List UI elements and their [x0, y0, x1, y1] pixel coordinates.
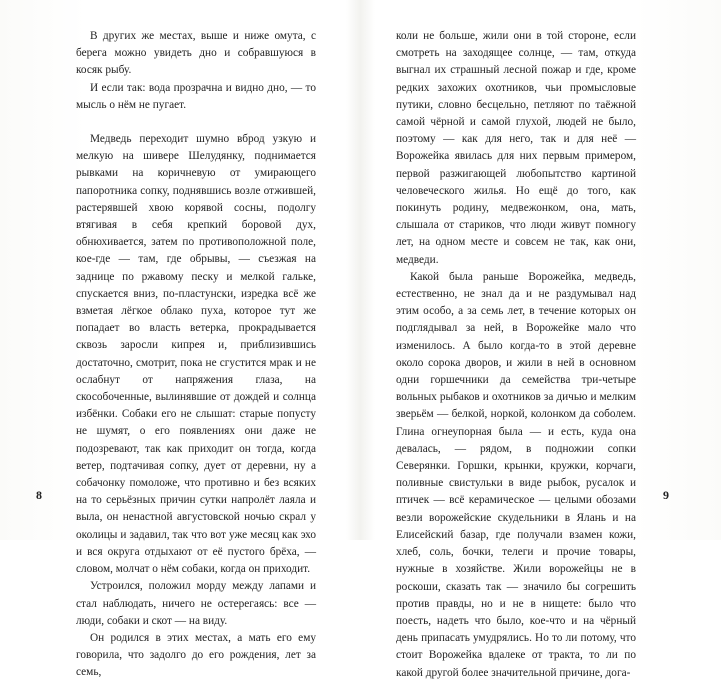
paragraph: Он родился в этих местах, а мать его ему говорила, что задолго до его рождения, лет за семь, [76, 631, 316, 679]
paragraph: Какой была раньше Ворожейка, медведь, естественно, не знал да и не раздумывал над этим особо, а за семь лет, в течение которых он подглядывал за ней, в Ворожейке мало что изменилось. А было когда-то в этой деревне около сорока дворов, и жили в ней в основном одни горшечники да семейства три-четыре вольных рыбаков и охотников за дичью и мелким зверьём — белкой, норкой, колонком да соболем. Глина огнеупорная была — и есть, куда она девалась, — рядом, в подножии сопки Северянки. Горшки, крынки, кружки, корчаги, поливные свистульки в виде рыбок, русалок и птичек — всё керамическое — целыми обозами везли ворожейские скудельники в Ялань и на Елисейский базар, где получали взамен кожи, хлеб, соль, бочки, телеги и прочие товары, нужные в хозяйстве. Жили ворожейцы не в роскоши, сказать так — значило бы согрешить против правды, но и не в нищете: было что поесть, надеть что было, кое-что и на чёрный день припасать умудрялись. Но то ли потому, что стоит Ворожейка вдалеке от тракта, то ли по какой другой более значительной причине, дога- [396, 270, 636, 679]
paragraph: В других же местах, выше и ниже омута, с берега можно увидеть дно и собравшуюся в косяк рыбу. [76, 30, 316, 77]
page-number: 8 [36, 488, 42, 502]
paragraph: И если так: вода прозрачна и видно дно, — то мысль о нём не пугает. [76, 81, 316, 111]
page-number: 9 [663, 488, 669, 502]
paragraph: Устроился, положил морду между лапами и стал наблюдать, ничего не остерегаясь: все — люди, собаки и скот — на виду. [76, 580, 316, 627]
left-page [0, 0, 361, 679]
right-page [361, 0, 721, 679]
right-page-text [396, 28, 636, 682]
paragraph: коли не больше, жили они в той стороне, если смотреть на заходящее солнце, — там, откуда выгнал их страшный лесной пожар и где, кроме редких захожих охотников, чьи промысловые путики, словно бесцельно, петляют по таёжной самой чёрной и самой глухой, людей не было, поэтому — как для него, так и для неё — Ворожейка явилась для них первым примером, первой разжигающей любопытство картиной человеческого жилья. Но ещё до того, как покинуть родину, медвежонком, она, мать, слышала от стариков, что люди живут помногу лет, на одном месте и совсем не так, как они, медведи. [396, 30, 636, 266]
left-page-text [76, 28, 316, 682]
paragraph: Медведь переходит шумно вброд узкую и мелкую на шивере Шелудянку, поднимается рывками на коричневую от умирающего папоротника сопку, поднявшись возле отжившей, растерявшей хвою корявой сосны, подолгу втягивая в себя крепкий боровой дух, обнюхивается, затем по противоположной поле, кое-где — там, где обрывы, — съезжая на заднице по ржавому песку и мелкой гальке, спускается вниз, по-пластунски, изредка всё же взметая лёгкое облако пуха, которое тут же попадает во власть ветерка, прокрадывается сквозь заросли кипрея и, приблизившись достаточно, смотрит, пока не сгустится мрак и не ослабнут от напряжения глаза, на скособоченные, вылинявшие от дождей и солнца избёнки. Собаки его не слышат: старые попусту не шумят, о его появлениях они даже не подозревают, так как приходит он тогда, когда ветер, подтачивая сопку, дует от деревни, ну а собачонку помоложе, что противно и без всяких на то серьёзных причин сутки напролёт лаяла и выла, он ненастной августовской ночью скрал у околицы и задавил, так что вот уже месяц как эхо и вся округа отдыхают от её пустого брёха, — словом, молчат о нём собаки, когда он приходит. [76, 133, 316, 576]
